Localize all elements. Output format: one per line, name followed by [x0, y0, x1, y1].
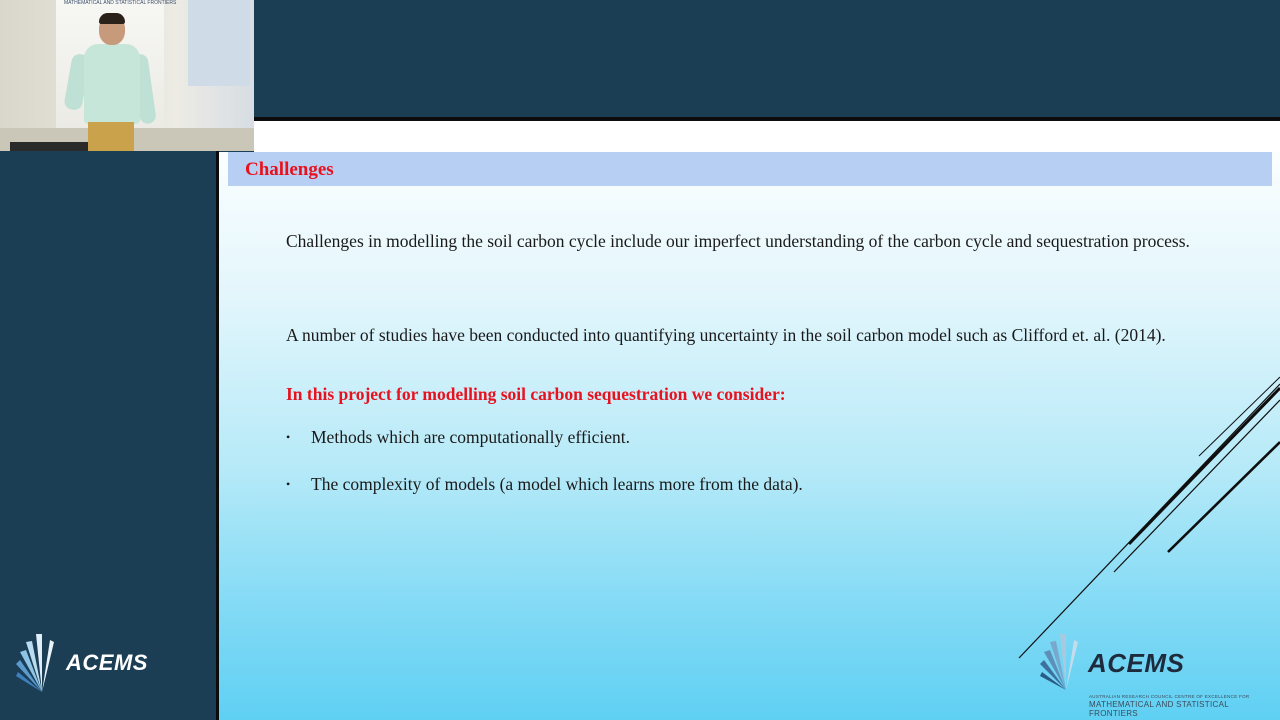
speaker-video — [0, 0, 254, 151]
paragraph-studies: A number of studies have been conducted into quantifying uncertainty in the soil carbon model such as Clifford et. al. (2014). — [286, 325, 1166, 345]
slide-top-strip — [254, 121, 1280, 152]
acems-logo-left — [14, 632, 148, 694]
deco-line — [1199, 377, 1280, 456]
acems-subtitle: AUSTRALIAN RESEARCH COUNCIL CENTRE OF EXCELLENCE FOR — [1089, 694, 1250, 699]
camera-banner-text: MATHEMATICAL AND STATISTICAL FRONTIERS — [64, 0, 177, 6]
acems-subtitle-2: MATHEMATICAL AND STATISTICAL FRONTIERS — [1089, 700, 1229, 718]
camera-window — [188, 0, 250, 86]
list-item-text: Methods which are computationally efficient. — [311, 427, 630, 447]
camera-desk — [10, 142, 90, 151]
speaker-body — [84, 44, 140, 124]
speaker-pants — [88, 122, 134, 151]
slide-title: Challenges — [245, 159, 334, 180]
bullet-icon: • — [286, 430, 291, 444]
top-band — [254, 0, 1280, 117]
deco-line — [1114, 400, 1280, 572]
acems-wordmark: ACEMS — [1088, 647, 1185, 678]
highlight-statement: In this project for modelling soil carbon sequestration we consider: — [286, 384, 786, 404]
acems-logo-right — [1036, 634, 1184, 692]
acems-wordmark: ACEMS — [66, 650, 148, 675]
paragraph-challenges: Challenges in modelling the soil carbon cycle include our imperfect understanding of the carbon cycle and sequestration process. — [286, 231, 1190, 251]
acems-emblem-icon — [14, 632, 64, 694]
speaker-hair — [99, 13, 125, 24]
list-item-text: The complexity of models (a model which learns more from the data). — [311, 474, 803, 494]
bullet-icon: • — [286, 477, 291, 491]
acems-emblem-icon — [1036, 634, 1088, 692]
